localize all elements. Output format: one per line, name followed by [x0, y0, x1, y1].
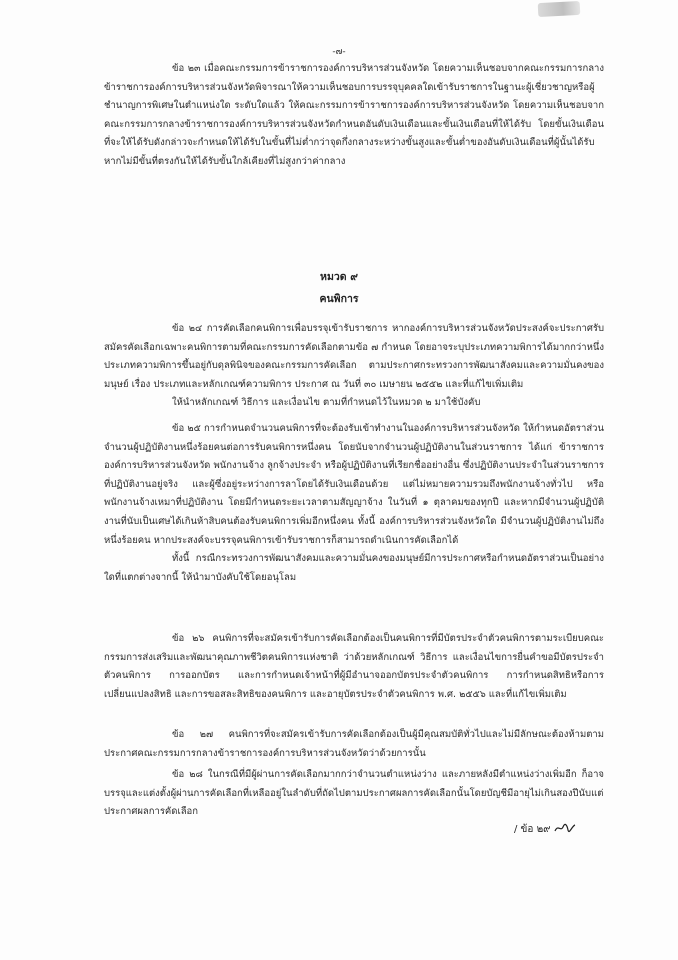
article-25-para2: ทั้งนี้ กรณีกระทรวงการพัฒนาสังคมและความมั่นคงของมนุษย์มีการประกาศหรือกำหนดอัตราส่วนเป็นอย่างใดที่แตกต่างจากนี้ ให้นำมาบังคับใช้โดยอนุโลม: [104, 553, 604, 583]
article-24: [104, 320, 604, 413]
article-25-text: ข้อ ๒๕ การกำหนดจำนวนคนพิการที่จะต้องรับเข้าทำงานในองค์การบริหารส่วนจังหวัด ให้กำหนดอัตราส่วนจำนวนผู้ปฏิบัติงานหนึ่งร้อยคนต่อการรับคนพิการหนึ่งคน โดยนับจากจำนวนผู้ปฏิบัติงานในส่วนราชการ ได้แก่ ข้าราชการองค์การบริหารส่วนจังหวัด พนักงานจ้าง ลูกจ้างประจำ หรือผู้ปฏิบัติงานที่เรียกชื่ออย่างอื่น ซึ่งปฏิบัติงานประจำในส่วนราชการที่ปฏิบัติงานอยู่จริง และผู้ซึ่งอยู่ระหว่างการลาโดยได้รับเงินเดือนด้วย แต่ไม่หมายความรวมถึงพนักงานจ้างทั่วไป หรือพนักงานจ้างเหมาที่ปฏิบัติงาน โดยมีกำหนดระยะเวลาตามสัญญาจ้าง ในวันที่ ๑ ตุลาคมของทุกปี และหากมีจำนวนผู้ปฏิบัติงานที่นับเป็นเศษได้เกินห้าสิบคนต้องรับคนพิการเพิ่มอีกหนึ่งคน ทั้งนี้ องค์การบริหารส่วนจังหวัดใด มีจำนวนผู้ปฏิบัติงานไม่ถึงหนึ่งร้อยคน หากประสงค์จะบรรจุคนพิการเข้ารับราชการก็สามารถดำเนินการคัดเลือกได้: [104, 423, 604, 546]
article-23-text: ข้อ ๒๓ เมื่อคณะกรรมการข้าราชการองค์การบริหารส่วนจังหวัด โดยความเห็นชอบจากคณะกรรมการกลางข้าราชการองค์การบริหารส่วนจังหวัดพิจารณาให้ความเห็นชอบการบรรจุบุคคลใดเข้ารับราชการในฐานะผู้เชี่ยวชาญหรือผู้ชำนาญการพิเศษในตำแหน่งใด ระดับใดแล้ว ให้คณะกรรมการข้าราชการองค์การบริหารส่วนจังหวัด โดยความเห็นชอบจากคณะกรรมการกลางข้าราชการองค์การบริหารส่วนจังหวัดกำหนดอันดับเงินเดือนและขั้นเงินเดือนที่ให้ได้รับ โดยขั้นเงินเดือนที่จะให้ได้รับดังกล่าวจะกำหนดให้ได้รับในขั้นที่ไม่ต่ำกว่าจุดกึ่งกลางระหว่างขั้นสูงและขั้นต่ำของอันดับเงินเดือนที่ผู้นั้นได้รับ หากไม่มีขั้นที่ตรงกันให้ได้รับขั้นใกล้เคียงที่ไม่สูงกว่าค่ากลาง: [104, 63, 604, 167]
chapter-title: คนพิการ: [319, 293, 359, 305]
article-28-text: ข้อ ๒๘ ในกรณีที่มีผู้ผ่านการคัดเลือกมากกว่าจำนวนตำแหน่งว่าง และภายหลังมีตำแหน่งว่างเพิ่มอีก ก็อาจบรรจุและแต่งตั้งผู้ผ่านการคัดเลือกที่เหลืออยู่ในลำดับที่ถัดไปตามประกาศผลการคัดเลือกนั้นโดยบัญชีมีอายุไม่เกินสองปีนับแต่ประกาศผลการคัดเลือก: [104, 769, 604, 818]
article-24-text: ข้อ ๒๔ การคัดเลือกคนพิการเพื่อบรรจุเข้ารับราชการ หากองค์การบริหารส่วนจังหวัดประสงค์จะประกาศรับสมัครคัดเลือกเฉพาะคนพิการตามที่คณะกรรมการคัดเลือกตามข้อ ๗ กำหนด โดยอาจระบุประเภทความพิการได้มากกว่าหนึ่งประเภทความพิการขึ้นอยู่กับดุลพินิจของคณะกรรมการคัดเลือก ตามประกาศกระทรวงการพัฒนาสังคมและความมั่นคงของมนุษย์ เรื่อง ประเภทและหลักเกณฑ์ความพิการ ประกาศ ณ วันที่ ๓๐ เมษายน ๒๕๕๒ และที่แก้ไขเพิ่มเติม: [104, 323, 604, 390]
page-number: -๗-: [332, 47, 346, 57]
article-25: [104, 420, 604, 587]
article-26-text: ข้อ ๒๖ คนพิการที่จะสมัครเข้ารับการคัดเลือกต้องเป็นคนพิการที่มีบัตรประจำตัวคนพิการตามระเบียบคณะกรรมการส่งเสริมและพัฒนาคุณภาพชีวิตคนพิการแห่งชาติ ว่าด้วยหลักเกณฑ์ วิธีการ และเงื่อนไขการยื่นคำขอมีบัตรประจำตัวคนพิการ การออกบัตร และการกำหนดเจ้าหน้าที่ผู้มีอำนาจออกบัตรประจำตัวคนพิการ การกำหนดสิทธิหรือการเปลี่ยนแปลงสิทธิ และการขอสละสิทธิของคนพิการ และอายุบัตรประจำตัวคนพิการ พ.ศ. ๒๕๕๖ และที่แก้ไขเพิ่มเติม: [104, 633, 604, 700]
article-23: [104, 60, 604, 172]
continuation-note: [514, 822, 614, 837]
initials-signature: [554, 823, 576, 833]
article-27-text: ข้อ ๒๗ คนพิการที่จะสมัครเข้ารับการคัดเลือกต้องเป็นผู้มีคุณสมบัติทั่วไปและไม่มีลักษณะต้องห้ามตามประกาศคณะกรรมการกลางข้าราชการองค์การบริหารส่วนจังหวัดว่าด้วยการนั้น: [104, 729, 604, 759]
article-24-para2: ให้นำหลักเกณฑ์ วิธีการ และเงื่อนไข ตามที่กำหนดไว้ในหมวด ๒ มาใช้บังคับ: [172, 397, 481, 409]
chapter-number: หมวด ๙: [320, 271, 358, 283]
article-27: [104, 726, 604, 763]
article-26: [104, 630, 604, 704]
article-28: [104, 766, 604, 822]
continuation-text: / ข้อ ๒๙: [514, 824, 551, 835]
scan-mark: [538, 1, 581, 17]
